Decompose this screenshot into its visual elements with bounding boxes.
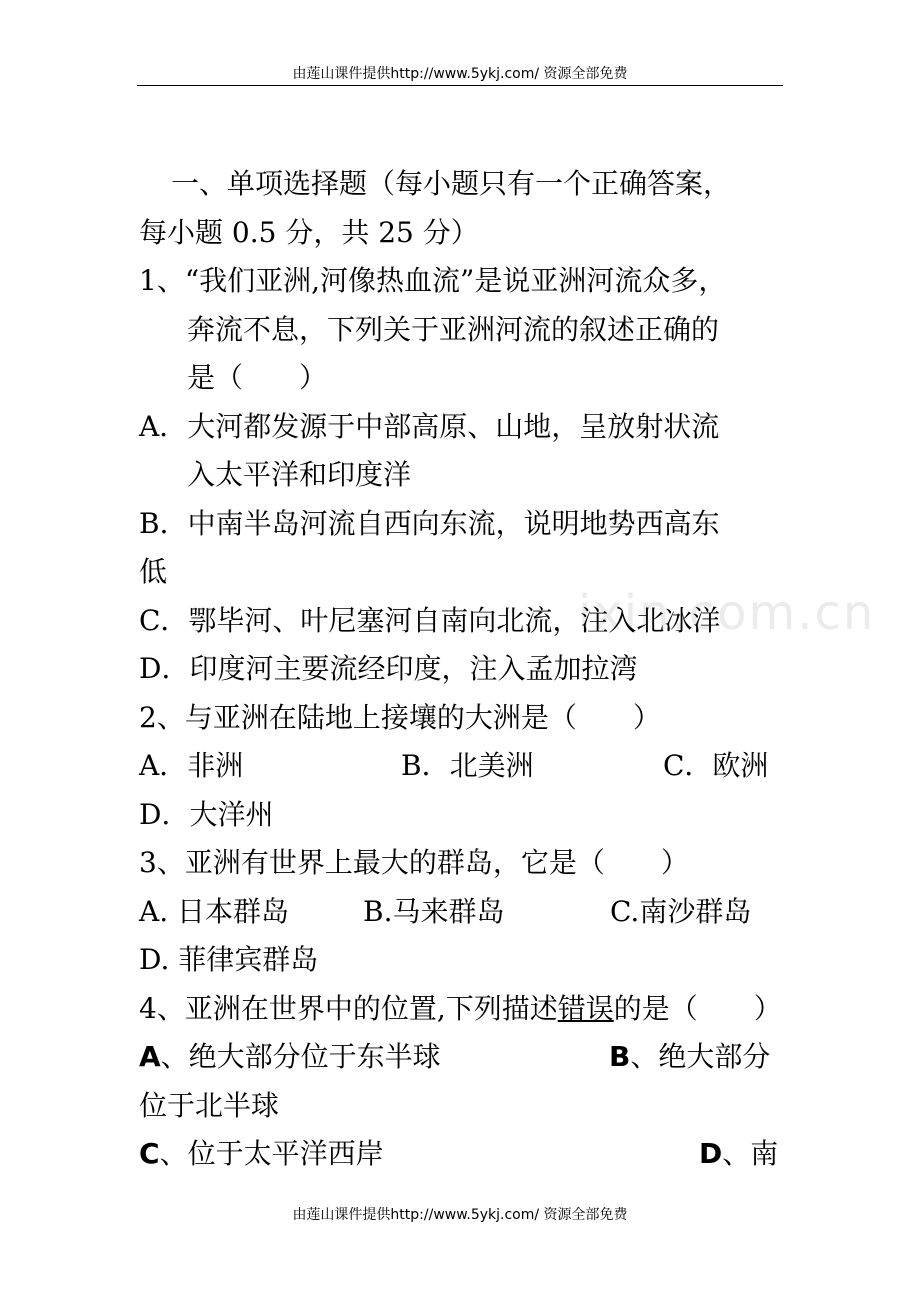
q1-option-b: B．中南半岛河流自西向东流，说明地势西高东 — [139, 506, 720, 540]
q4-option-d-letter: D — [699, 1137, 723, 1170]
section-title: 一、单项选择题（每小题只有一个正确答案， — [171, 167, 732, 200]
q4-option-c — [139, 1130, 384, 1179]
q4-option-d-text: 、南 — [722, 1137, 779, 1170]
page-header: 由莲山课件提供http://www.5ykj.com/ 资源全部免费 — [292, 66, 628, 82]
q4-stem-post: 的是（ ） — [613, 991, 782, 1025]
q1-stem: 1、“我们亚洲,河像热血流”是说亚洲河流众多， — [139, 264, 727, 297]
q4-stem — [139, 985, 789, 1034]
q3-option-b: B.马来群岛 — [363, 894, 505, 928]
q4-option-d — [699, 1130, 778, 1179]
q3-option-d: D. 菲律宾群岛 — [139, 943, 319, 976]
q1-option-a: A．大河都发源于中部高原、山地，呈放射状流 — [139, 409, 720, 443]
q1-option-a-cont: 入太平洋和印度洋 — [187, 458, 412, 491]
q4-option-c-letter: C — [139, 1137, 160, 1170]
q1-stem-cont: 奔流不息，下列关于亚洲河流的叙述正确的 — [187, 312, 720, 346]
q4-option-a-text: 、绝大部分位于东半球 — [160, 1040, 441, 1073]
page-footer: 由莲山课件提供http://www.5ykj.com/ 资源全部免费 — [292, 1207, 628, 1223]
q1-option-c: C．鄂毕河、叶尼塞河自南向北流，注入北冰洋 — [139, 603, 721, 637]
q2-option-b: B．北美洲 — [401, 749, 534, 782]
section-title-cont: 每小题 0.5 分，共 25 分） — [139, 215, 479, 249]
header-rule — [137, 85, 783, 86]
q4-stem-pre: 4、亚洲在世界中的位置,下列描述 — [139, 991, 558, 1025]
q2-options-row — [139, 742, 789, 791]
q3-stem: 3、亚洲有世界上最大的群岛，它是（ ） — [139, 846, 689, 879]
q3-options-row — [139, 888, 789, 937]
q2-option-d: D．大洋州 — [139, 797, 274, 831]
q4-option-a-letter: A — [139, 1040, 161, 1073]
q3-option-a: A. 日本群岛 — [139, 894, 290, 928]
q2-option-a: A．非洲 — [139, 749, 244, 782]
q2-option-c: C．欧洲 — [663, 749, 769, 782]
q4-option-a — [139, 1033, 441, 1082]
q1-option-d: D．印度河主要流经印度，注入孟加拉湾 — [139, 652, 638, 685]
q1-option-b-cont: 低 — [139, 555, 168, 588]
watermark: ixin.com.cn — [578, 585, 876, 641]
document-body — [139, 160, 789, 1179]
q4-option-b — [609, 1033, 770, 1082]
q1-stem-end: 是（ ） — [187, 361, 328, 394]
q4-option-c-text: 、位于太平洋西岸 — [159, 1137, 384, 1170]
q4-option-b-text: 、绝大部分 — [630, 1040, 771, 1073]
q4-stem-underlined: 错误 — [557, 991, 614, 1025]
q2-stem: 2、与亚洲在陆地上接壤的大洲是（ ） — [139, 700, 661, 734]
q4-options-row-2 — [139, 1130, 789, 1179]
q3-option-c: C.南沙群岛 — [610, 894, 752, 928]
q4-options-row-1 — [139, 1033, 789, 1082]
q4-option-b-cont: 位于北半球 — [139, 1088, 280, 1122]
q4-option-b-letter: B — [609, 1040, 631, 1073]
